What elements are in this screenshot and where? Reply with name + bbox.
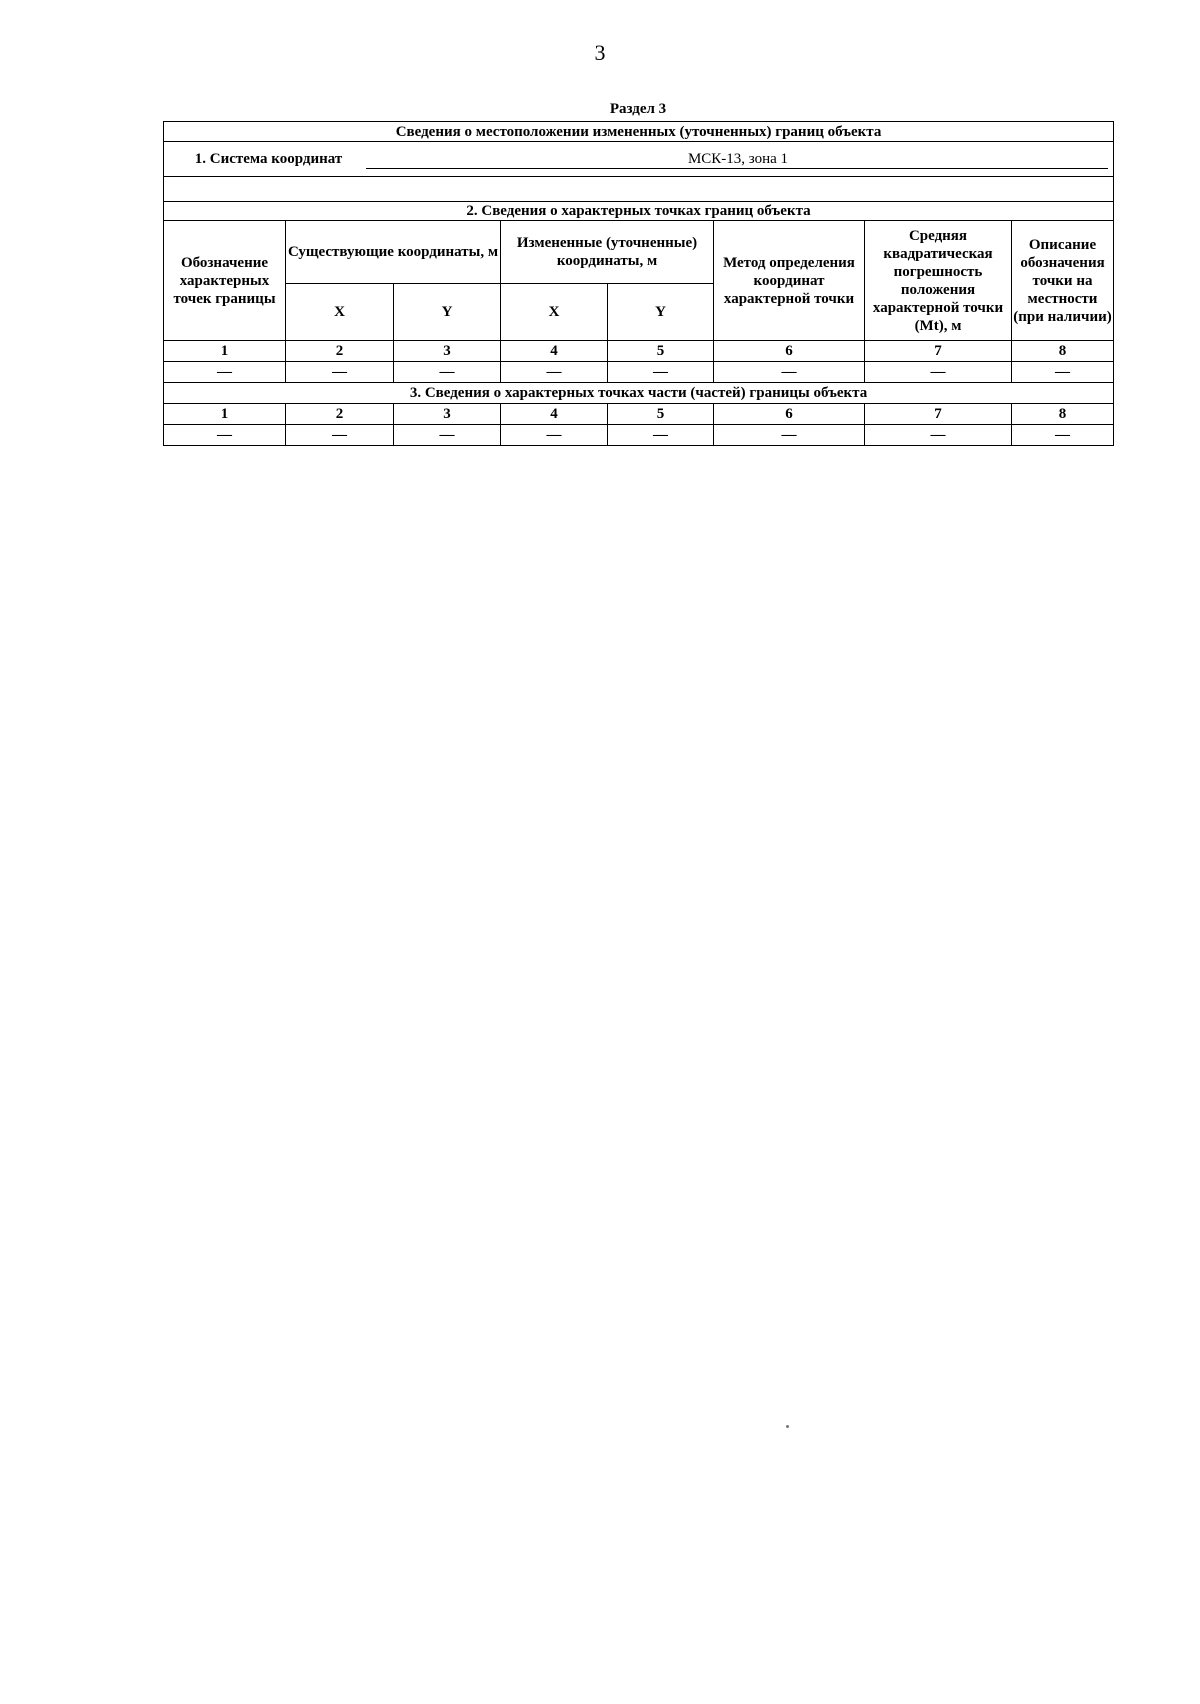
main-title: Сведения о местоположении измененных (уточненных) границ объекта xyxy=(164,122,1114,142)
column-number: 7 xyxy=(865,341,1012,362)
header-error: Средняя квадратическая погрешность положения характерной точки (Mt), м xyxy=(865,221,1012,341)
section3-title: 3. Сведения о характерных точках части (частей) границы объекта xyxy=(164,383,1114,404)
header-method: Метод определения координат характерной точки xyxy=(714,221,865,341)
table-cell: — xyxy=(394,425,501,446)
coordinate-system-row xyxy=(164,142,1114,177)
table-cell: — xyxy=(501,425,608,446)
table-cell: — xyxy=(1012,362,1114,383)
header-existing-coords: Существующие координаты, м xyxy=(286,221,501,284)
table-cell: — xyxy=(608,362,714,383)
column-number: 4 xyxy=(501,341,608,362)
column-number: 1 xyxy=(164,404,286,425)
column-number: 7 xyxy=(865,404,1012,425)
section2-column-numbers xyxy=(164,341,1114,362)
header-changed-y: Y xyxy=(608,284,714,341)
section3-column-numbers xyxy=(164,404,1114,425)
section3-row xyxy=(164,425,1114,446)
spacer-cell xyxy=(164,177,1114,202)
scan-speck xyxy=(786,1425,789,1428)
coordinate-system-label: 1. Система координат xyxy=(194,150,343,167)
table-cell: — xyxy=(501,362,608,383)
table-cell: — xyxy=(608,425,714,446)
coordinate-system-value: МСК-13, зона 1 xyxy=(366,150,1108,169)
table-cell: — xyxy=(865,425,1012,446)
column-number: 8 xyxy=(1012,404,1114,425)
header-existing-x: X xyxy=(286,284,394,341)
table-cell: — xyxy=(394,362,501,383)
table-cell: — xyxy=(286,362,394,383)
column-number: 3 xyxy=(394,404,501,425)
column-number: 5 xyxy=(608,341,714,362)
header-changed-x: X xyxy=(501,284,608,341)
column-number: 6 xyxy=(714,341,865,362)
section2-title: 2. Сведения о характерных точках границ объекта xyxy=(164,202,1114,221)
header-changed-coords: Измененные (уточненные) координаты, м xyxy=(501,221,714,284)
table-cell: — xyxy=(164,425,286,446)
table-cell: — xyxy=(164,362,286,383)
column-number: 2 xyxy=(286,404,394,425)
table-cell: — xyxy=(286,425,394,446)
section-title: Раздел 3 xyxy=(609,101,667,117)
column-number: 4 xyxy=(501,404,608,425)
table-cell: — xyxy=(1012,425,1114,446)
header-point-designation: Обозначение характерных точек границы xyxy=(164,221,286,341)
column-number: 2 xyxy=(286,341,394,362)
column-number: 6 xyxy=(714,404,865,425)
table-cell: — xyxy=(865,362,1012,383)
column-number: 8 xyxy=(1012,341,1114,362)
page-number: 3 xyxy=(594,40,606,65)
column-number: 1 xyxy=(164,341,286,362)
header-existing-y: Y xyxy=(394,284,501,341)
table-cell: — xyxy=(714,425,865,446)
column-number: 3 xyxy=(394,341,501,362)
boundary-table xyxy=(163,121,1114,446)
header-description: Описание обозначения точки на местности (при наличии) xyxy=(1012,221,1114,341)
table-cell: — xyxy=(714,362,865,383)
column-number: 5 xyxy=(608,404,714,425)
section2-row xyxy=(164,362,1114,383)
